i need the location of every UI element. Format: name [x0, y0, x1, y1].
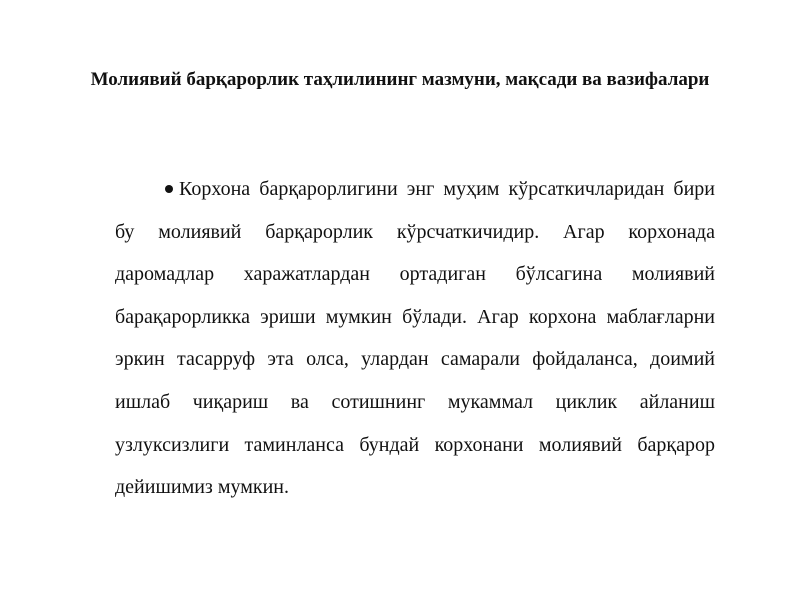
body-paragraph — [115, 168, 715, 509]
body-paragraph-text: Корхона барқарорлигини энг муҳим кўрсаткичларидан бири бу молиявий барқарорлик кўрсчаткичидир. Агар корхонада даромадлар харажатлардан ортадиган бўлсагина молиявий барақарорликка эриши мумкин бўлади. Агар корхона маблағларни эркин тасарруф эта олса, улардан самарали фойдаланса, доимий ишлаб чиқариш ва сотишнинг мукаммал циклик айланиш узлуксизлиги таминланса бундай корхонани молиявий барқарор дейишимиз мумкин. — [115, 178, 715, 499]
slide-title: Молиявий барқарорлик таҳлилининг мазмуни, мақсади ва вазифалари — [90, 69, 710, 90]
bullet-dot-icon — [165, 185, 173, 193]
